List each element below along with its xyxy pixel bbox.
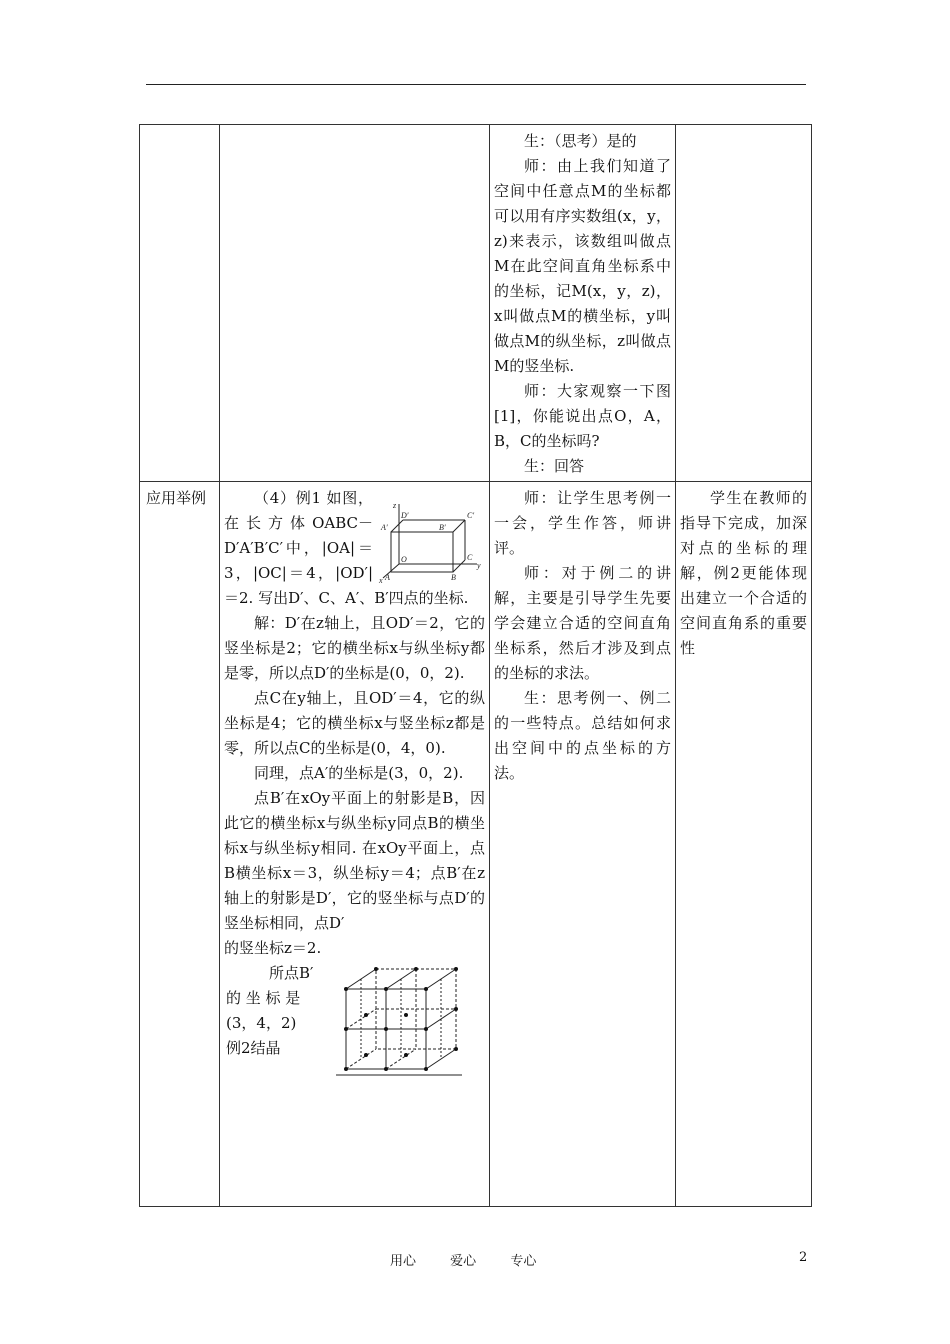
footer-word: 用心 xyxy=(390,1254,417,1269)
point-label-O: O xyxy=(401,555,407,564)
solution-paragraph: 所点B′ xyxy=(269,964,314,982)
point-label-B: B xyxy=(451,573,456,582)
row1-dialogue-cell xyxy=(490,125,676,482)
dialogue-line: 师：由上我们知道了空间中任意点M的坐标都可以用有序实数组(x，y，z)来表示，该数组叫做点M在此空间直角坐标系中的坐标，记M(x，y，z)，x叫做点M的横坐标，y叫做点M的纵坐标，z叫做点M的竖坐标. xyxy=(494,157,671,375)
point-label-A: A xyxy=(385,573,390,582)
dialogue-line: 生：回答 xyxy=(524,457,585,475)
footer-word: 专心 xyxy=(510,1254,537,1269)
solution-paragraph: 解：D′在z轴上，且OD′＝2，它的竖坐标是2；它的横坐标x与纵坐标y都是零，所以点D′的坐标是(0，0，2). xyxy=(224,614,485,682)
section-label: 应用举例 xyxy=(146,489,207,507)
dialogue-line: 生：思考例一、例二的一些特点。总结如何求出空间中的点坐标的方法。 xyxy=(494,689,671,782)
header-rule xyxy=(146,84,806,85)
row2-example-cell xyxy=(220,482,490,1207)
row2-notes-cell xyxy=(676,482,812,1207)
solution-paragraph: (3，4，2) xyxy=(226,1014,297,1032)
example1-statement: （4）例1 如图，在长方体OABC－D′A′B′C′中，|OA|＝3，|OC|＝4，|OD′|＝2. 写出D′、C、A′、B′四点的坐标. xyxy=(224,489,469,607)
row1-content-cell xyxy=(220,125,490,482)
solution-paragraph: 点C在y轴上，且OD′＝4，它的纵坐标是4；它的横坐标x与竖坐标z都是零，所以点C的坐标是(0，4，0). xyxy=(224,689,485,757)
row2-dialogue-cell xyxy=(490,482,676,1207)
dialogue-line: 师：对于例二的讲解，主要是引导学生先要学会建立合适的空间直角坐标系，然后才涉及到点的坐标的求法。 xyxy=(494,564,671,682)
table-row xyxy=(140,125,812,482)
row1-label-cell xyxy=(140,125,220,482)
solution-paragraph: 的竖坐标z＝2. xyxy=(224,939,322,957)
axis-label-y: y xyxy=(477,561,481,570)
axis-label-x: x xyxy=(379,576,383,584)
dialogue-line: 生：（思考）是的 xyxy=(524,132,637,150)
lesson-table xyxy=(139,124,812,1207)
crystal-lattice-figure xyxy=(336,959,472,1079)
solution-paragraph: 同理，点A′的坐标是(3，0，2). xyxy=(254,764,464,782)
point-label-C-prime: C′ xyxy=(467,511,475,520)
cuboid-figure xyxy=(377,500,485,584)
row1-notes-cell xyxy=(676,125,812,482)
page-number: 2 xyxy=(799,1250,808,1265)
point-label-B-prime: B′ xyxy=(439,523,446,532)
point-label-D-prime: D′ xyxy=(401,511,409,520)
design-intent-note: 学生在教师的指导下完成，加深对点的坐标的理解，例2更能体现出建立一个合适的空间直角系的重要性 xyxy=(680,489,807,657)
dialogue-line: 师：让学生思考例一一会，学生作答，师讲评。 xyxy=(494,489,671,557)
table-row xyxy=(140,482,812,1207)
solution-paragraph: 的 坐 标 是 xyxy=(226,989,301,1007)
example2-label: 例2结晶 xyxy=(226,1039,281,1057)
dialogue-line: 师：大家观察一下图[1]，你能说出点O，A，B，C的坐标吗? xyxy=(494,382,671,450)
footer-motto xyxy=(390,1250,566,1269)
point-label-A-prime: A′ xyxy=(381,523,388,532)
point-label-C: C xyxy=(467,553,473,562)
solution-paragraph: 点B′在xOy平面上的射影是B，因此它的横坐标x与纵坐标y同点B的横坐标x与纵坐标y相同. 在xOy平面上，点B横坐标x＝3，纵坐标y＝4；点B′在z轴上的射影是D′，它的竖坐标与点D′的竖坐标相同，点D′ xyxy=(224,789,485,932)
row2-label-cell xyxy=(140,482,220,1207)
axis-label-z: z xyxy=(393,501,397,510)
footer-word: 爱心 xyxy=(450,1254,477,1269)
